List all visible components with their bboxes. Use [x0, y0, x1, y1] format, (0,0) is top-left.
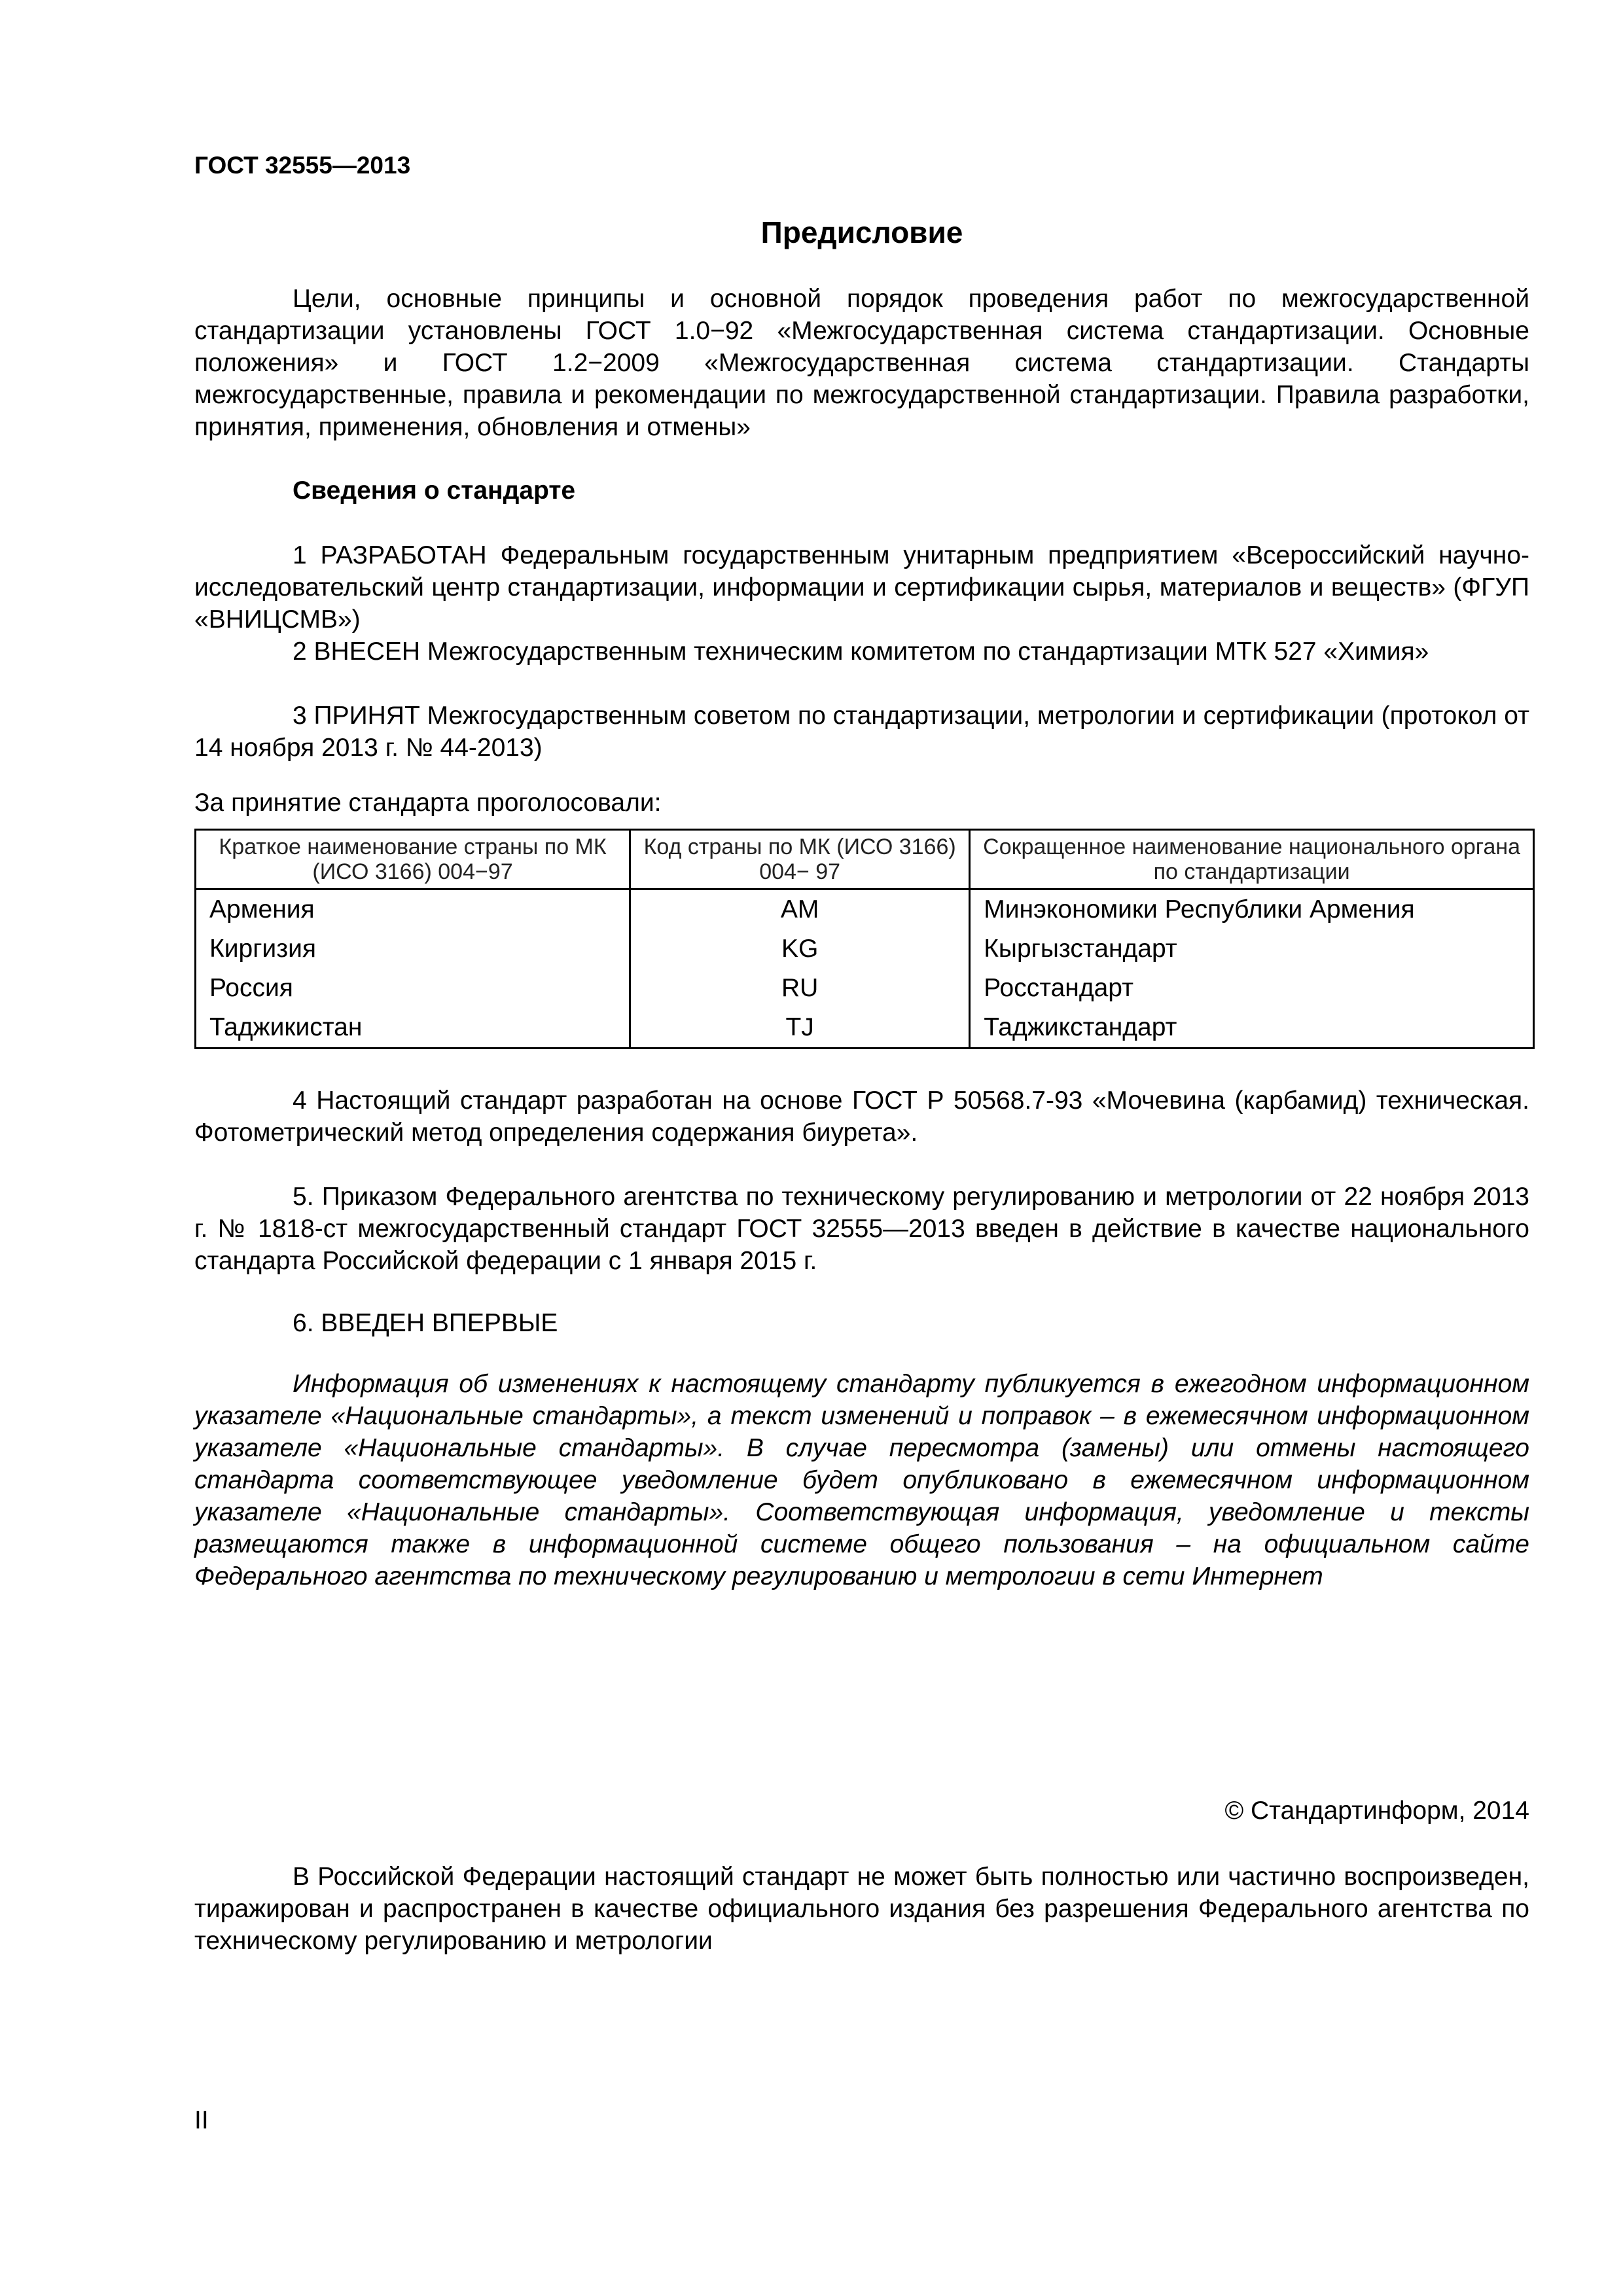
item-enactment: 5. Приказом Федерального агентства по техническому регулированию и метрологии от 22 ноября 2013 г. № 1818-ст межгосударственный стандарт ГОСТ 32555—2013 введен в действие в качестве национального стандарта Российской федерации с 1 января 2015 г.: [194, 1183, 1529, 1275]
cell-country: Россия: [196, 969, 630, 1008]
changes-notice: Информация об изменениях к настоящему стандарту публикуется в ежегодном информационном указателе «Национальные стандарты», а текст изменений и поправок – в ежемесячном информационном указателе «Национальные стандарты». В случае пересмотра (замены) или отмены настоящего стандарта соответствующее уведомление будет опубликовано в ежемесячном информационном указателе «Национальные стандарты». Соответствующая информация, уведомление и тексты размещаются также в информационной системе общего пользования – на официальном сайте Федерального агентства по техническому регулированию и метрологии в сети Интернет: [194, 1370, 1529, 1590]
header-country: Краткое наименование страны по МК (ИСО 3166) 004−97: [196, 830, 630, 889]
table-row: [196, 929, 1534, 969]
header-body: Сокращенное наименование национального органа по стандартизации: [970, 830, 1534, 889]
standard-code: ГОСТ 32555—2013: [194, 152, 411, 179]
table-row: [196, 969, 1534, 1008]
intro-paragraph: Цели, основные принципы и основной порядок проведения работ по межгосударственной стандартизации установлены ГОСТ 1.0−92 «Межгосударственная система стандартизации. Основные положения» и ГОСТ 1.2−2009 «Межгосударственная система стандартизации. Стандарты межгосударственные, правила и рекомендации по межгосударственной стандартизации. Правила разработки, принятия, применения, обновления и отмены»: [194, 285, 1529, 441]
copyright: © Стандартинформ, 2014: [1224, 1797, 1529, 1825]
cell-body: Кыргызстандарт: [970, 929, 1534, 969]
voted-label: За принятие стандарта проголосовали:: [194, 789, 662, 817]
table-row: [196, 1008, 1534, 1049]
item-adopted: 3 ПРИНЯТ Межгосударственным советом по стандартизации, метрологии и сертификации (протокол от 14 ноября 2013 г. № 44-2013): [194, 702, 1529, 762]
cell-country: Таджикистан: [196, 1008, 630, 1049]
cell-body: Таджикстандарт: [970, 1008, 1534, 1049]
table-row: [196, 889, 1534, 930]
info-heading: Сведения о стандарте: [293, 476, 576, 505]
cell-code: AM: [630, 889, 970, 930]
item-basis: 4 Настоящий стандарт разработан на основе ГОСТ Р 50568.7-93 «Мочевина (карбамид) техническая. Фотометрический метод определения содержания биурета».: [194, 1086, 1529, 1147]
item-first-introduced: 6. ВВЕДЕН ВПЕРВЫЕ: [293, 1309, 558, 1337]
cell-code: KG: [630, 929, 970, 969]
page-number: II: [194, 2106, 209, 2134]
item-introduced: 2 ВНЕСЕН Межгосударственным техническим комитетом по стандартизации МТК 527 «Химия»: [293, 637, 1429, 666]
cell-code: RU: [630, 969, 970, 1008]
cell-body: Росстандарт: [970, 969, 1534, 1008]
voting-table: [194, 829, 1535, 1049]
page-title: Предисловие: [760, 215, 963, 249]
document-page: [194, 0, 1529, 2296]
item-developed: 1 РАЗРАБОТАН Федеральным государственным унитарным предприятием «Всероссийский научно-исследовательский центр стандартизации, информации и сертификации сырья, материалов и веществ» (ФГУП «ВНИЦСМВ»): [194, 541, 1529, 634]
cell-country: Армения: [196, 889, 630, 930]
header-code: Код страны по МК (ИСО 3166) 004− 97: [630, 830, 970, 889]
cell-code: TJ: [630, 1008, 970, 1049]
table-header-row: [196, 830, 1534, 889]
cell-body: Минэкономики Республики Армения: [970, 889, 1534, 930]
cell-country: Киргизия: [196, 929, 630, 969]
rights-notice: В Российской Федерации настоящий стандарт не может быть полностью или частично воспроизведен, тиражирован и распространен в качестве официального издания без разрешения Федерального агентства по техническому регулированию и метрологии: [194, 1863, 1529, 1955]
